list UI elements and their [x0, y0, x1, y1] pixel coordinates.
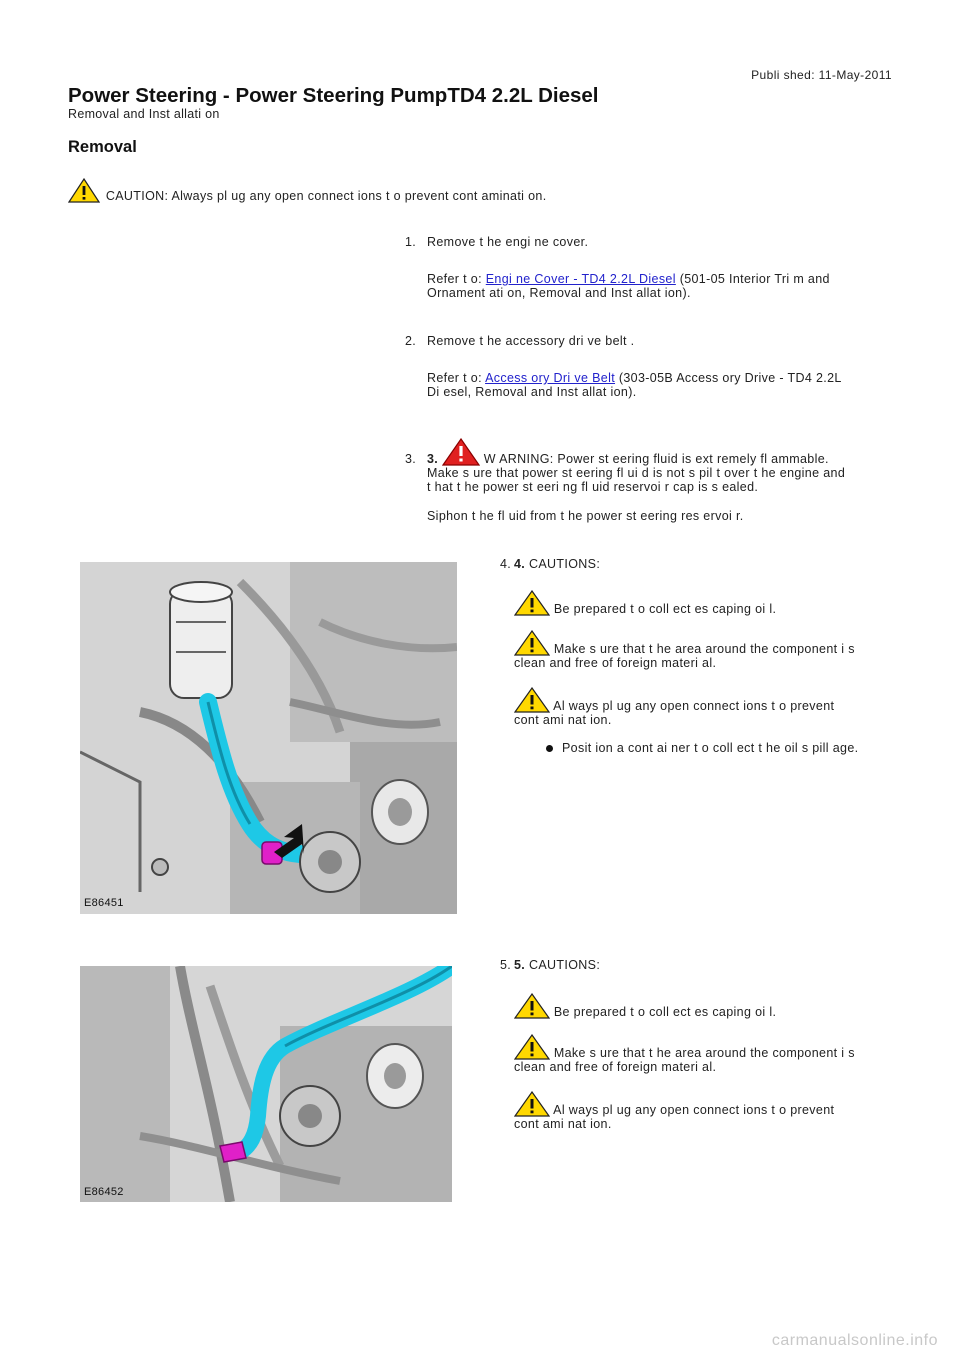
step-1-reference	[427, 272, 882, 300]
engine-bay-illustration-1	[80, 562, 457, 914]
step-3-number: 3.	[404, 452, 416, 466]
step-4-bullet	[546, 741, 906, 755]
step-5-caution-3	[514, 1091, 894, 1131]
figure-e86451	[80, 562, 457, 914]
step-2-ref-suffix: (303-05B Access ory Drive - TD4 2.2L	[618, 371, 842, 385]
step-4-number: 4.	[499, 557, 511, 571]
caution-icon	[514, 1034, 550, 1060]
step-4-bold-number: 4.	[514, 557, 526, 571]
step-5-caution-2	[514, 1034, 894, 1074]
step-5-heading	[514, 958, 894, 972]
caution-icon	[514, 590, 550, 616]
step-2-reference	[427, 371, 882, 399]
step-1-number: 1.	[404, 235, 416, 249]
caution-icon	[68, 178, 100, 203]
step-3-warning-line-2: Make s ure that power st eering fl ui d is not s pil t over t he engine and	[427, 466, 846, 480]
published-date: Publi shed: 11-May-2011	[751, 68, 892, 82]
engine-bay-illustration-2	[80, 966, 452, 1202]
page-subtitle: Removal and Inst allati on	[68, 107, 220, 121]
step-4-caution-2	[514, 630, 894, 670]
step-2-text: Remove t he accessory dri ve belt .	[427, 334, 635, 348]
bullet-icon	[546, 745, 553, 752]
step-3-text: Siphon t he fl uid from t he power st eering res ervoi r.	[427, 509, 744, 523]
caution-icon	[514, 630, 550, 656]
caution-icon	[514, 687, 550, 713]
step-4-heading	[514, 557, 894, 571]
top-caution-text: CAUTION: Always pl ug any open connect ions t o prevent cont aminati on.	[105, 189, 547, 203]
step-4-bullet-text: Posit ion a cont ai ner t o coll ect t he oil s pill age.	[562, 741, 859, 755]
step-5-caution-3-line-2: cont ami nat ion.	[514, 1117, 612, 1131]
step-1-ref-suffix: (501-05 Interior Tri m and	[679, 272, 830, 286]
caution-icon	[514, 993, 550, 1019]
page-title: Power Steering - Power Steering PumpTD4 2.2L Diesel	[68, 84, 599, 107]
step-5-caution-2-line-2: clean and free of foreign materi al.	[514, 1060, 717, 1074]
step-4-caution-3-line-1: Al ways pl ug any open connect ions t o prevent	[553, 699, 835, 713]
figure-e86452	[80, 966, 452, 1202]
section-heading-removal: Removal	[68, 138, 137, 156]
watermark: carmanualsonline.info	[771, 1332, 938, 1349]
step-5-caution-3-line-1: Al ways pl ug any open connect ions t o prevent	[553, 1103, 835, 1117]
step-5-bold-number: 5.	[514, 958, 526, 972]
step-2-ref-prefix: Refer t o:	[427, 371, 482, 385]
step-4-caution-3-line-2: cont ami nat ion.	[514, 713, 612, 727]
step-5-caution-1-text: Be prepared t o coll ect es caping oi l.	[553, 1005, 777, 1019]
step-3-warning	[427, 438, 882, 494]
step-3-bold-number: 3.	[427, 452, 439, 466]
step-5-caution-2-line-1: Make s ure that t he area around the component i s	[553, 1046, 855, 1060]
warning-icon	[442, 438, 480, 466]
step-2-ref-suffix-2: Di esel, Removal and Inst allat ion).	[427, 385, 637, 399]
step-2-number: 2.	[404, 334, 416, 348]
step-4-caution-1	[514, 590, 894, 616]
figure-2-label: E86452	[84, 1186, 124, 1198]
accessory-drive-belt-link[interactable]: Access ory Dri ve Belt	[485, 371, 616, 385]
step-4-caution-3	[514, 687, 894, 727]
step-1-ref-prefix: Refer t o:	[427, 272, 482, 286]
top-caution	[68, 178, 547, 203]
step-4-cautions-heading: CAUTIONS:	[528, 557, 601, 571]
step-5-caution-1	[514, 993, 894, 1019]
step-5-cautions-heading: CAUTIONS:	[528, 958, 601, 972]
step-3-warning-line-3: t hat t he power st eeri ng fl uid reservoi r cap is s ealed.	[427, 480, 759, 494]
caution-icon	[514, 1091, 550, 1117]
step-4-caution-1-text: Be prepared t o coll ect es caping oi l.	[553, 602, 777, 616]
step-1-ref-suffix-2: Ornament ati on, Removal and Inst allat ion).	[427, 286, 691, 300]
step-1-text: Remove t he engi ne cover.	[427, 235, 589, 249]
step-4-caution-2-line-2: clean and free of foreign materi al.	[514, 656, 717, 670]
step-3-warning-line-1: W ARNING: Power st eering fluid is ext remely fl ammable.	[483, 452, 829, 466]
step-4-caution-2-line-1: Make s ure that t he area around the component i s	[553, 642, 855, 656]
engine-cover-link[interactable]: Engi ne Cover - TD4 2.2L Diesel	[485, 272, 676, 286]
figure-1-label: E86451	[84, 897, 124, 909]
step-5-number: 5.	[499, 958, 511, 972]
